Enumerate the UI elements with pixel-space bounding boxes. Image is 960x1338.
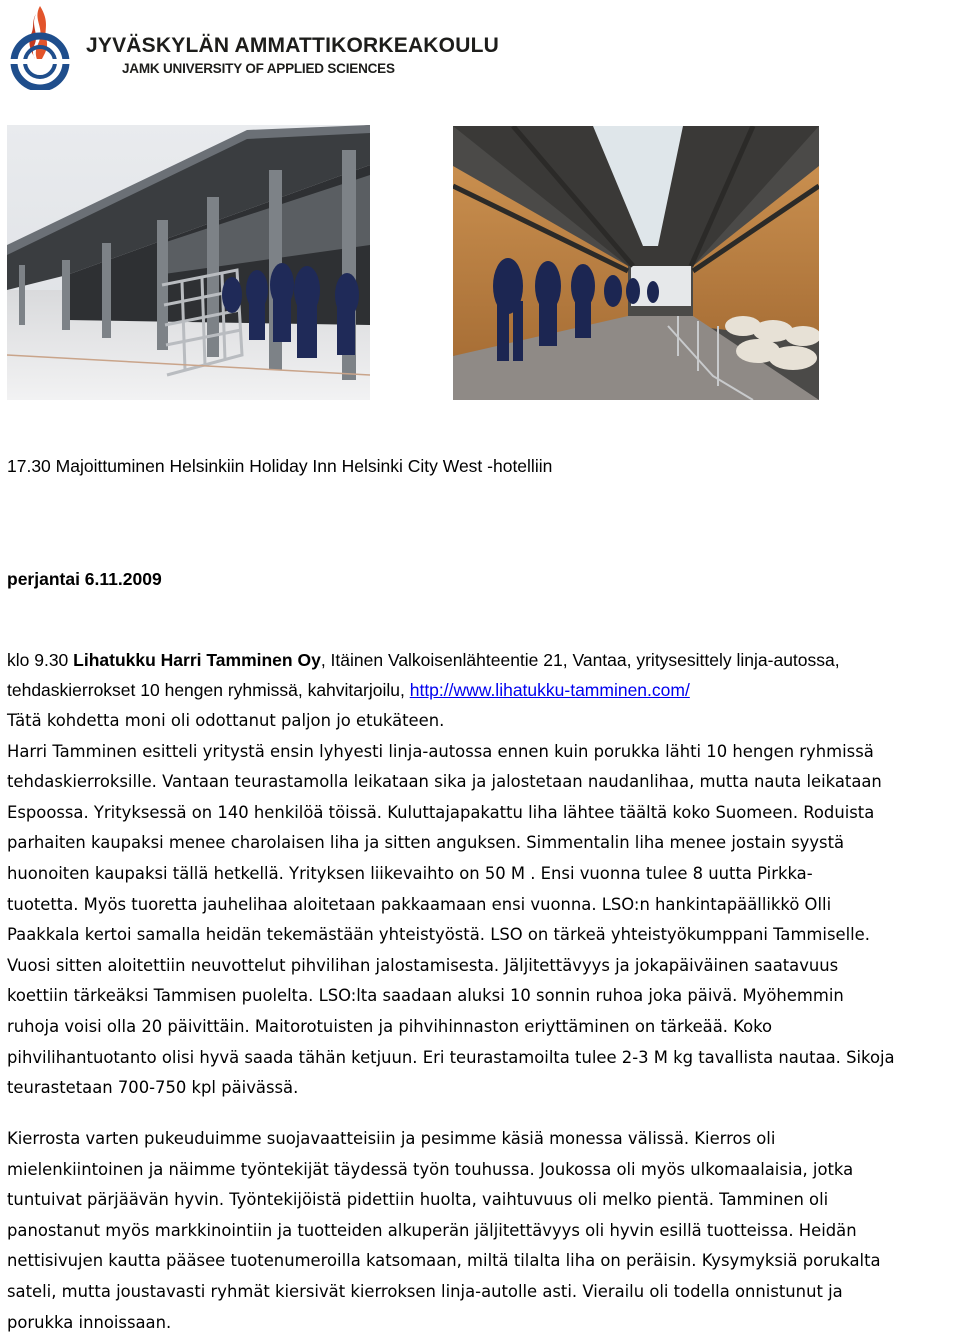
text-line: panostanut myös markkinointiin ja tuotteiden alkuperän jäljitettävyys oli hyvin esillä tuotteissa. Heidän — [7, 1220, 857, 1240]
visit-details: , Itäinen Valkoisenlähteentie 21, Vantaa, yritysesittely linja-autossa, — [320, 650, 840, 670]
text-line: tehdaskierroksille. Vantaan teurastamolla leikataan sika ja jalostetaan naudanlihaa, mutta nauta leikataan — [7, 772, 882, 792]
visit-company: Lihatukku Harri Tamminen Oy — [73, 650, 321, 670]
text-line: Paakkala kertoi samalla heidän tekemästään yhteistyöstä. LSO on tärkeä yhteistyökumppani Tammiselle. — [7, 925, 870, 945]
paragraph-factory-tour — [7, 1124, 957, 1338]
text-line: sateli, mutta joustavasti ryhmät kiersivät kierroksen linja-autolle asti. Vierailu oli todella onnistunut ja — [7, 1281, 843, 1301]
paragraph-visit-report — [7, 706, 957, 1104]
visit-line-2 — [7, 680, 690, 701]
text-line: nettisivujen kautta pääsee tuotenumeroilla katsomaan, miltä tilalta liha on peräisin. Kysymyksiä porukalta — [7, 1251, 881, 1271]
text-line: ruhoja voisi olla 20 päivittäin. Maitorotuisten ja pihvihinnaston eriyttäminen on tärkeää. Koko — [7, 1016, 773, 1036]
text-line: pihvilihantuotanto olisi hyvä saada tähän ketjuun. Eri teurastamoilta tulee 2-3 M kg tavallista nautaa. Sikoja — [7, 1047, 895, 1067]
text-line: Vuosi sitten aloitettiin neuvottelut pihvilihan jalostamisesta. Jäljitettävyys ja jokapäiväinen saatavuus — [7, 955, 839, 975]
text-line: Kierrosta varten pukeuduimme suojavaatteisiin ja pesimme käsiä monessa välissä. Kierros oli — [7, 1129, 776, 1148]
visit-line — [7, 650, 840, 671]
barn-interior-photo — [453, 126, 819, 400]
text-line: koettiin tärkeäksi Tammisen puolelta. LSO:lta saadaan aluksi 10 sonnin ruhoa joka päivä. Myöhemmin — [7, 986, 844, 1006]
text-line: huonoiten kaupaksi tällä hetkellä. Yrityksen liikevaihto on 50 M . Ensi vuonna tulee 8 uutta Pirkka- — [7, 863, 813, 883]
jamk-emblem-icon — [6, 4, 76, 90]
text-line: parhaiten kaupaksi menee charolaisen liha ja sitten anguksen. Simmentalin liha menee jostain syystä — [7, 833, 845, 853]
university-logo — [6, 4, 499, 90]
text-line: Tätä kohdetta moni oli odottanut paljon jo etukäteen. — [7, 711, 445, 730]
day-heading: perjantai 6.11.2009 — [7, 569, 162, 589]
text-line: porukka innoissaan. — [7, 1312, 172, 1332]
text-line: Harri Tamminen esitteli yritystä ensin lyhyesti linja-autossa ennen kuin porukka lähti 10 hengen ryhmissä — [7, 741, 874, 761]
text-line: Espoossa. Yrityksessä on 140 henkilöä töissä. Kuluttajapakattu liha lähtee täältä koko Suomeen. Roduista — [7, 802, 875, 822]
logo-name-english: JAMK UNIVERSITY OF APPLIED SCIENCES — [122, 61, 395, 76]
text-line: tuntuivat pärjäävän hyvin. Työntekijöistä pidettiin huolta, vaihtuvuus oli melko pientä. Tamminen oli — [7, 1190, 829, 1210]
barn-exterior-photo — [7, 125, 370, 400]
logo-name-finnish: JYVÄSKYLÄN AMMATTIKORKEAKOULU — [86, 34, 499, 57]
company-website-link[interactable]: http://www.lihatukku-tamminen.com/ — [409, 680, 690, 700]
text-line: tuotetta. Myös tuoretta jauhelihaa aloitetaan pakkaamaan ensi vuonna. LSO:n hankintapäällikkö Olli — [7, 894, 832, 914]
schedule-accommodation: 17.30 Majoittuminen Helsinkiin Holiday Inn Helsinki City West -hotelliin — [7, 456, 553, 476]
text-line: teurastetaan 700-750 kpl päivässä. — [7, 1078, 299, 1098]
text-line: mielenkiintoinen ja näimme työntekijät täydessä työn touhussa. Joukossa oli myös ulkomaalaisia, jotka — [7, 1159, 854, 1179]
visit-details-2: tehdaskierrokset 10 hengen ryhmissä, kahvitarjoilu, — [7, 680, 410, 700]
visit-time: klo 9.30 — [7, 650, 74, 670]
